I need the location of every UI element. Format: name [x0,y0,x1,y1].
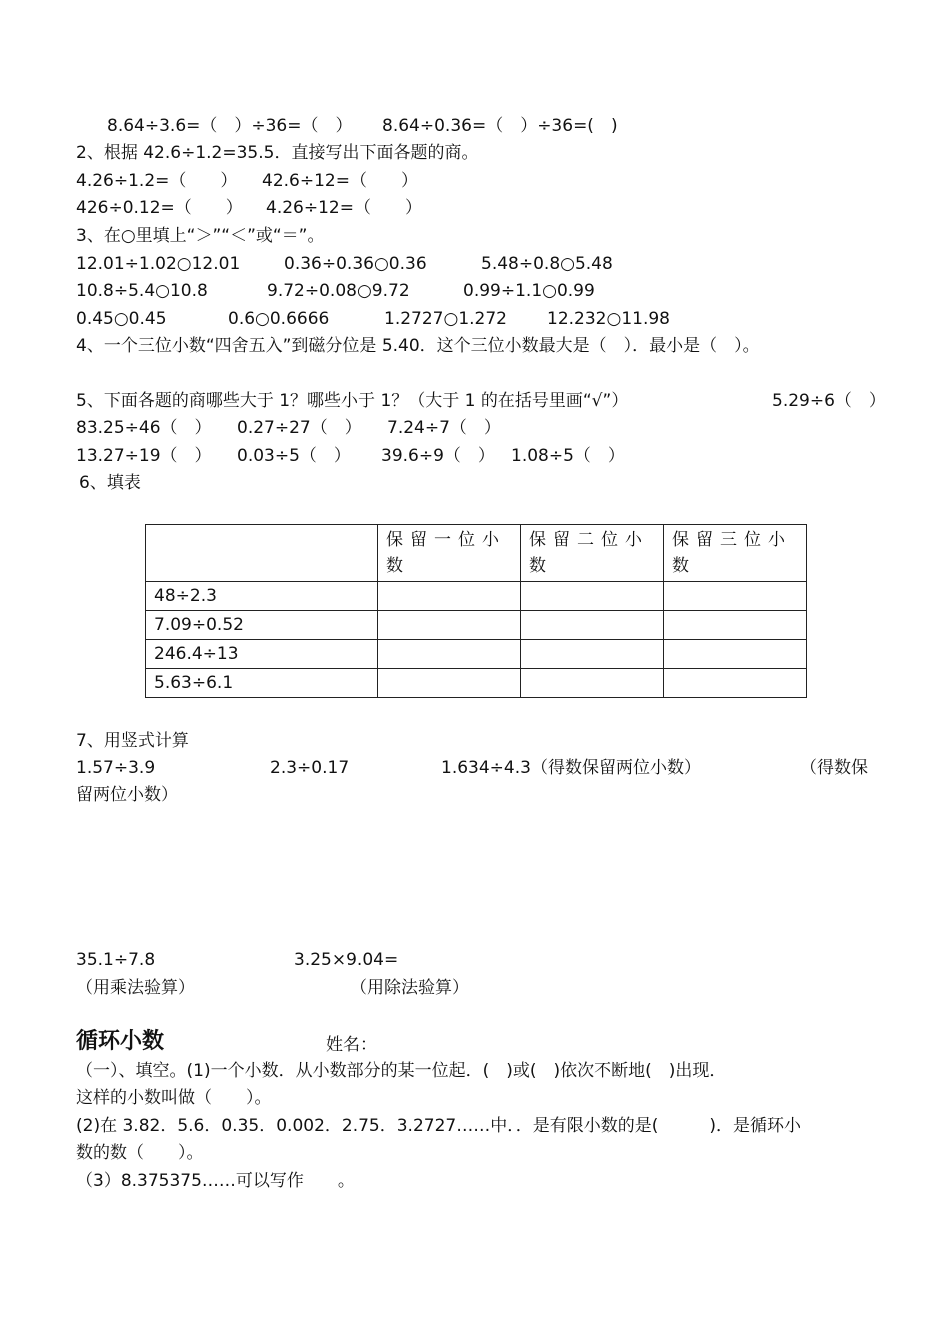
table-row-label: 5.63÷6.1 [146,669,378,698]
table-header-cell: 保留三位小数 [664,525,807,582]
answer-cell[interactable] [378,669,521,698]
answer-cell[interactable] [664,611,807,640]
rounding-table [145,524,807,698]
table-row [146,582,807,611]
answer-cell[interactable] [521,669,664,698]
table-row-label: 7.09÷0.52 [146,611,378,640]
table-row [146,611,807,640]
answer-cell[interactable] [521,611,664,640]
table-header-row [146,525,807,582]
q7-heading: 7、用竖式计算 [76,731,189,751]
q5-heading: 5、下面各题的商哪些大于 1？哪些小于 1？（大于 1 的在括号里画“√”） [76,391,629,411]
table-row-label: 246.4÷13 [146,640,378,669]
q2-heading: 2、根据 42.6÷1.2=35.5．直接写出下面各题的商。 [76,143,479,163]
answer-cell[interactable] [664,640,807,669]
table-row [146,640,807,669]
q4-text: 4、一个三位小数“四舍五入”到磁分位是 5.40．这个三位小数最大是（ ）．最小是（ ）。 [76,336,760,356]
worksheet-page: 8.64÷3.6=（ ）÷36=（ ） 8.64÷0.36=（ ）÷36=( ) 2、根据 42.6÷1.2=35.5．直接写出下面各题的商。 4.26÷1.2=（ ） 42.6÷12=（ ） 426÷0.12=（ ） 4.26÷12=（ ） 3、在○里填上“＞”“＜”或“＝”。 12.01÷1.02○12.01 0.36÷0.36○0.36 5.48÷0.8○5.48 10.8÷5.4○10.8 9.72÷0.08○9.72 0.99÷1.1○0.99 0.45○0.45 0.6○0.6666 1.2727○1.272 12.232○11.98 4、一个三位小数“四舍五入”到磁分位是 5.40．这个三位小数最大是（ ）．最小是（ ）。 5、下面各题的商哪些大于 1？哪些小于 1？（大于 1 的在括号里画“√”） 5.29÷6（ ） 83.25÷46（ ） 0.27÷27（ ） 7.24÷7（ ） 13.27÷19（ ） 0.03÷5（ ） 39.6÷9（ ） 1.08÷5（ ） 6、填表 保留一位小数 保留二位小数 保留三位小数 48÷2.3 7.09÷0.52 246.4÷13 5.63÷6.1 7、用竖式计算 1.57÷3.9 2.3÷0.17 1.634÷4.3（得数保留两位小数） （得数保 留两位小数） 35.1÷7.8 3.25×9.04= （用乘法验算） （用除法验算） 循环小数 姓名： （一）、填空。(1)一个小数．从小数部分的某一位起．( )或( )依次不断地( )出现． 这样的小数叫做（ ）。 (2)在 3.82．5.6．0.35．0.002．2.75．3.2727……中．．是有限小数的是( )．是循环小 数的数（ ）。 （3）8.375375……可以写作 。 [76,116,886,1191]
fill-line-1: （一）、填空。(1)一个小数．从小数部分的某一位起．( )或( )依次不断地( )出现． [76,1061,727,1081]
q3-heading: 3、在○里填上“＞”“＜”或“＝”。 [76,226,325,246]
q1-expr-b: 8.64÷0.36=（ ）÷36=( ) [382,116,618,136]
table-header-cell: 保留二位小数 [521,525,664,582]
name-label: 姓名： [326,1035,377,1055]
table-corner-cell [146,525,378,582]
answer-cell[interactable] [378,640,521,669]
answer-cell[interactable] [378,582,521,611]
fill-line-5: （3）8.375375……可以写作 。 [76,1171,355,1191]
answer-cell[interactable] [521,640,664,669]
table-row-label: 48÷2.3 [146,582,378,611]
answer-cell[interactable] [664,582,807,611]
q6-heading: 6、填表 [79,473,141,493]
q1-expr-a: 8.64÷3.6=（ ）÷36=（ ） [107,116,353,136]
fill-line-3: (2)在 3.82．5.6．0.35．0.002．2.75．3.2727……中．．是有限小数的是( )．是循环小 [76,1116,801,1136]
fill-line-2: 这样的小数叫做（ ）。 [76,1088,272,1108]
q7-wrap-text: 留两位小数） [76,785,178,805]
section-title: 循环小数 [76,1029,165,1054]
answer-cell[interactable] [664,669,807,698]
answer-cell[interactable] [378,611,521,640]
table-row [146,669,807,698]
answer-cell[interactable] [521,582,664,611]
fill-line-4: 数的数（ ）。 [76,1143,204,1163]
table-header-cell: 保留一位小数 [378,525,521,582]
